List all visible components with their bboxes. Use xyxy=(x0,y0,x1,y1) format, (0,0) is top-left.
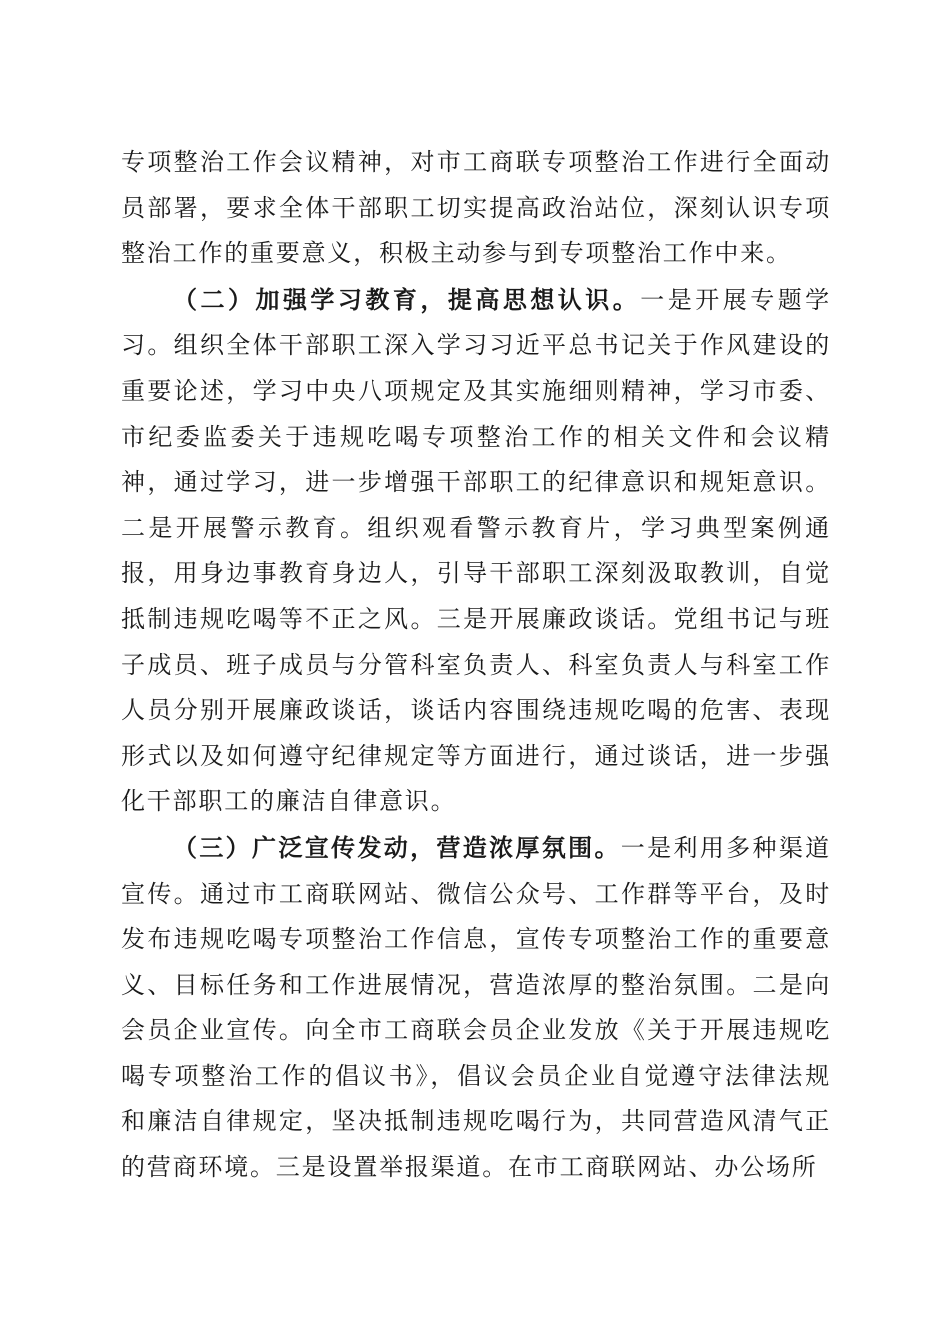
section-2-heading: （二）加强学习教育，提高思想认识。 xyxy=(173,284,641,314)
paragraph-3-text: 一是利用多种渠道宣传。通过市工商联网站、微信公众号、工作群等平台，及时发布违规吃喝专项整治工作信息，宣传专项整治工作的重要意义、目标任务和工作进展情况，营造浓厚的整治氛围。二是向会员企业宣传。向全市工商联会员企业发放《关于开展违规吃喝专项整治工作的倡议书》，倡议会员企业自觉遵守法律法规和廉洁自律规定，坚决抵制违规吃喝行为，共同营造风清气正的营商环境。三是设置举报渠道。在市工商联网站、办公场所 xyxy=(121,833,831,1182)
document-body xyxy=(121,140,831,1191)
paragraph-section-3 xyxy=(121,825,831,1191)
section-3-heading: （三）广泛宣传发动，营造浓厚氛围。 xyxy=(173,832,621,862)
paragraph-2-text: 一是开展专题学习。组织全体干部职工深入学习习近平总书记关于作风建设的重要论述，学习中央八项规定及其实施细则精神，学习市委、市纪委监委关于违规吃喝专项整治工作的相关文件和会议精神，通过学习，进一步增强干部职工的纪律意识和规矩意识。二是开展警示教育。组织观看警示教育片，学习典型案例通报，用身边事教育身边人，引导干部职工深刻汲取教训，自觉抵制违规吃喝等不正之风。三是开展廉政谈话。党组书记与班子成员、班子成员与分管科室负责人、科室负责人与科室工作人员分别开展廉政谈话，谈话内容围绕违规吃喝的危害、表现形式以及如何遵守纪律规定等方面进行，通过谈话，进一步强化干部职工的廉洁自律意识。 xyxy=(121,285,831,816)
paragraph-1-text: 专项整治工作会议精神，对市工商联专项整治工作进行全面动员部署，要求全体干部职工切实提高政治站位，深刻认识专项整治工作的重要意义，积极主动参与到专项整治工作中来。 xyxy=(121,148,831,268)
paragraph-continuation xyxy=(121,140,831,277)
paragraph-section-2 xyxy=(121,277,831,825)
